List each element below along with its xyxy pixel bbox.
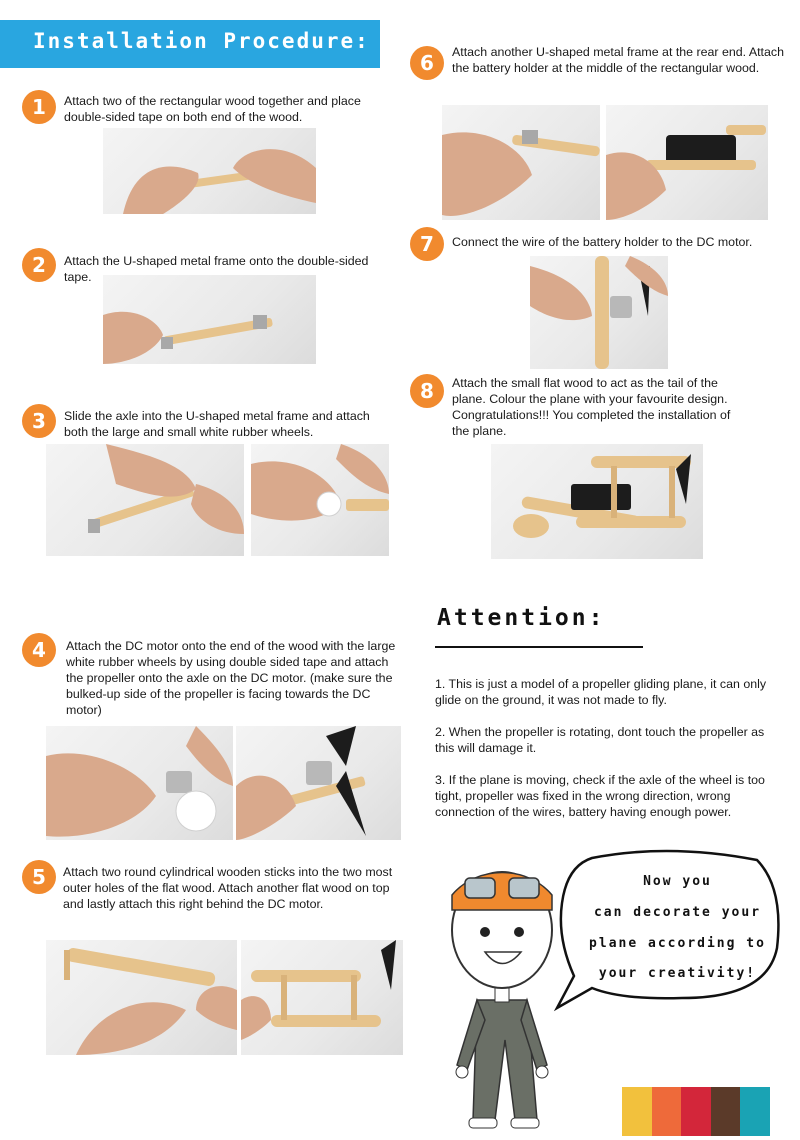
color-swatch-brown bbox=[711, 1087, 741, 1136]
step-number-8: 8 bbox=[410, 374, 444, 408]
step-text-4: Attach the DC motor onto the end of the wood with the large white rubber wheels by using double sided tape and attach the propeller onto the axle on the DC motor. (make sure the bulked-up side of the propeller is facing towards the DC motor) bbox=[66, 639, 396, 717]
step-number-3: 3 bbox=[22, 404, 56, 438]
bubble-line-3: plane according to bbox=[589, 936, 766, 951]
attention-underline bbox=[435, 646, 643, 648]
attention-item-2: 2. When the propeller is rotating, dont touch the propeller as this will damage it. bbox=[435, 725, 765, 755]
step-6-photo-1 bbox=[442, 105, 600, 220]
speech-bubble bbox=[552, 848, 787, 1013]
color-swatch-teal bbox=[740, 1087, 770, 1136]
step-number-2: 2 bbox=[22, 248, 56, 282]
bubble-line-2: can decorate your bbox=[593, 905, 762, 920]
cartoon-character bbox=[437, 850, 567, 1135]
step-1-photo bbox=[103, 128, 316, 214]
color-swatch-orange bbox=[652, 1087, 682, 1136]
step-number-7: 7 bbox=[410, 227, 444, 261]
bubble-line-4: your creativity! bbox=[598, 966, 757, 981]
step-text-6: Attach another U-shaped metal frame at the rear end. Attach the battery holder at the middle of the rectangular wood. bbox=[452, 45, 784, 75]
attention-title: Attention: bbox=[437, 605, 606, 631]
step-text-1: Attach two of the rectangular wood together and place double-sided tape on both end of the wood. bbox=[64, 94, 361, 124]
step-text-2: Attach the U-shaped metal frame onto the double-sided tape. bbox=[64, 254, 369, 284]
step-8-photo bbox=[491, 444, 703, 559]
step-4-photo-2 bbox=[236, 726, 401, 840]
step-text-7: Connect the wire of the battery holder to the DC motor. bbox=[452, 235, 753, 249]
step-7-photo bbox=[530, 256, 668, 369]
step-text-3: Slide the axle into the U-shaped metal frame and attach both the large and small white rubber wheels. bbox=[64, 409, 370, 439]
step-number-1: 1 bbox=[22, 90, 56, 124]
step-number-5: 5 bbox=[22, 860, 56, 894]
step-5-photo-1 bbox=[46, 940, 237, 1055]
step-3-photo-2 bbox=[251, 444, 389, 556]
step-5-photo-2 bbox=[241, 940, 403, 1055]
color-swatch-yellow bbox=[622, 1087, 652, 1136]
step-2-photo bbox=[103, 275, 316, 364]
attention-item-1: 1. This is just a model of a propeller gliding plane, it can only glide on the ground, it was not made to fly. bbox=[435, 677, 767, 707]
step-text-5: Attach two round cylindrical wooden sticks into the two most outer holes of the flat wood. Attach another flat wood on top and lastly attach this right behind the DC motor. bbox=[63, 865, 393, 911]
header-banner bbox=[0, 20, 380, 68]
bubble-line-1: Now you bbox=[643, 874, 712, 889]
step-number-6: 6 bbox=[410, 46, 444, 80]
step-6-photo-2 bbox=[606, 105, 768, 220]
page-title: Installation Procedure: bbox=[33, 29, 370, 53]
attention-item-3: 3. If the plane is moving, check if the axle of the wheel is too tight, propeller was fixed in the wrong direction, wrong connection of the wires, battery having enough power. bbox=[435, 773, 765, 819]
step-3-photo-1 bbox=[46, 444, 244, 556]
step-4-photo-1 bbox=[46, 726, 233, 840]
color-swatch-red bbox=[681, 1087, 711, 1136]
step-number-4: 4 bbox=[22, 633, 56, 667]
step-text-8: Attach the small flat wood to act as the tail of the plane. Colour the plane with your favourite design. Congratulations!!! You completed the installation of the plane. bbox=[452, 376, 731, 438]
